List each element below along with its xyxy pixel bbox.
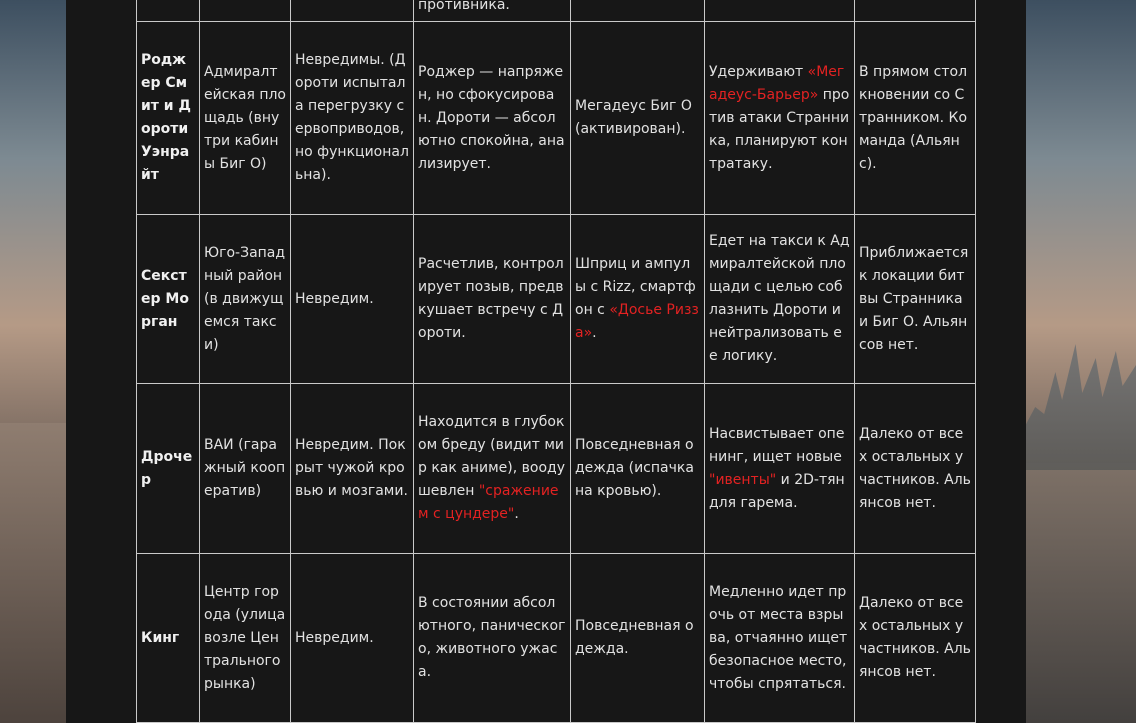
cell-text: . <box>514 506 519 522</box>
character-location: Юго-Западный район (в движущемся такси) <box>200 215 291 384</box>
character-status: Далеко от всех остальных участников. Альянсов нет. <box>855 384 976 554</box>
character-mood: В состоянии абсолютного, панического, животного ужаса. <box>414 554 571 723</box>
character-name <box>137 0 200 22</box>
table-row <box>137 215 976 384</box>
character-condition: Невредим. <box>291 215 414 384</box>
character-name: Секстер Морган <box>137 215 200 384</box>
cell-text: Удерживают <box>709 63 808 80</box>
character-mood: Расчетлив, контролирует позыв, предвкушает встречу с Дороти. <box>414 215 571 384</box>
cell-text: Шприц и ампулы с Rizz, смартфон с <box>575 256 696 318</box>
background-right-ground <box>1024 463 1136 723</box>
character-equipment <box>571 0 705 22</box>
character-status: Приближается к локации битвы Странника и Биг О. Альянсов нет. <box>855 215 976 384</box>
character-equipment: Повседневная одежда (испачкана кровью). <box>571 384 705 554</box>
character-action: Едет на такси к Адмиралтейской площади с целью соблазнить Дороти и нейтрализовать ее логику. <box>705 215 855 384</box>
character-name: Кинг <box>137 554 200 723</box>
character-action <box>705 0 855 22</box>
character-action <box>705 22 855 215</box>
character-location <box>200 0 291 22</box>
highlighted-term: "сражением с цундере" <box>418 483 559 522</box>
cell-text: против атаки Странника, планируют контратаку. <box>709 86 850 172</box>
highlighted-term: "ивенты" <box>709 471 777 488</box>
character-condition: Невредимы. (Дороти испытала перегрузку сервоприводов, но функциональна). <box>291 22 414 215</box>
character-condition: Невредим. Покрыт чужой кровью и мозгами. <box>291 384 414 554</box>
highlighted-term: «Мегадеус-Барьер» <box>709 63 845 103</box>
table-row <box>137 22 976 215</box>
character-status-table <box>136 0 976 723</box>
highlighted-term: «Досье Ризза» <box>575 302 699 341</box>
character-location: Адмиралтейская площадь (внутри кабины Биг О) <box>200 22 291 215</box>
table-body <box>137 0 976 723</box>
character-location: Центр города (улица возле Центрального рынка) <box>200 554 291 723</box>
cell-text: Находится в глубоком бреду (видит мир как аниме), воодушевлен <box>418 414 565 499</box>
character-condition: Невредим. <box>291 554 414 723</box>
character-status: Далеко от всех остальных участников. Альянсов нет. <box>855 554 976 723</box>
character-action <box>705 384 855 554</box>
character-status: В прямом столкновении со Странником. Команда (Альянс). <box>855 22 976 215</box>
table-row <box>137 0 976 22</box>
cell-text: и 2D-тян для гарема. <box>709 471 845 511</box>
character-equipment <box>571 215 705 384</box>
table-row <box>137 384 976 554</box>
character-mood <box>414 384 571 554</box>
character-status <box>855 0 976 22</box>
character-equipment: Повседневная одежда. <box>571 554 705 723</box>
character-mood: Роджер — напряжен, но сфокусирован. Дороти — абсолютно спокойна, анализирует. <box>414 22 571 215</box>
character-name: Дрочер <box>137 384 200 554</box>
character-action: Медленно идет прочь от места взрыва, отчаянно ищет безопасное место, чтобы спрятаться. <box>705 554 855 723</box>
background-left-ground <box>0 423 66 723</box>
character-equipment: Мегадеус Биг О (активирован). <box>571 22 705 215</box>
cell-text: Насвистывает опенинг, ищет новые <box>709 425 845 465</box>
character-name: Роджер Смит и Дороти Уэнрайт <box>137 22 200 215</box>
character-mood: противника. <box>414 0 571 22</box>
character-condition <box>291 0 414 22</box>
character-location: ВАИ (гаражный кооператив) <box>200 384 291 554</box>
cell-text: . <box>592 325 597 341</box>
table-row <box>137 554 976 723</box>
